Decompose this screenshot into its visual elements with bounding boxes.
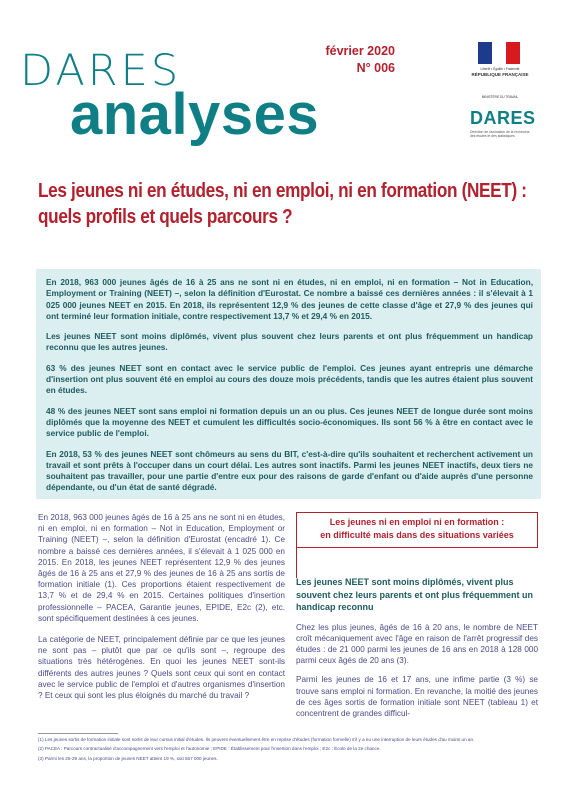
issue-date: février 2020 [325, 44, 395, 58]
dares-logo [470, 108, 540, 138]
body-paragraph: La catégorie de NEET, principalement définie par ce que les jeunes ne sont pas – plutôt que par ce qu'ils sont –, regroupe des situations très hétérogènes. En quoi les jeunes NEET sont-ils différents des autres jeunes ? Quels sont ceux qui sont en contact avec le service public de l'emploi et d'autres organismes d'insertion ? Et ceux qui sont les plus éloignés du marché du travail ? [38, 635, 285, 701]
summary-paragraph: En 2018, 53 % des jeunes NEET sont chômeurs au sens du BIT, c'est-à-dire qu'ils souhaitent et recherchent activement un travail et sont prêts à l'occuper dans un court délai. Les autres sont inactifs. Parmi les jeunes NEET inactifs, deux tiers ne souhaitent pas travailler, pour une partie d'entre eux pour des raisons de garde d'enfant ou d'aide auprès d'une personne dépendante, ou d'un état de santé dégradé. [46, 448, 533, 493]
issue-number: N° 006 [356, 61, 395, 75]
subsection-heading: Les jeunes NEET sont moins diplômés, vivent plus souvent chez leurs parents et ont plus fréquemment un handicap reconnu [296, 577, 534, 612]
footnote: (1) Les jeunes sortis de formation initiale sont sortis de leur cursus initial d'études. Ils peuvent éventuellement être en reprise d'études (formation formelle) s'il y a eu une interruption de leurs études d'au moins un an. [38, 737, 475, 742]
dares-logo-word: DARES [470, 108, 536, 128]
brand-analyses: analyses [70, 82, 320, 147]
section-heading-line2: en difficulté mais dans des situations variées [320, 530, 514, 540]
left-column [38, 512, 285, 711]
summary-paragraph: 48 % des jeunes NEET sont sans emploi ni formation depuis un an ou plus. Ces jeunes NEET de longue durée sont moins diplômés que la moyenne des NEET et cumulent les difficultés socio-économiques. Ils sont 56 % à être en contact avec le service public de l'emploi. [46, 405, 533, 439]
article-title: Les jeunes ni en études, ni en emploi, ni en formation (NEET) : quels profils et quels parcours ? [38, 180, 527, 228]
body-paragraph: Parmi les jeunes de 16 et 17 ans, une infime partie (3 %) se trouve sans emploi ni formation. En revanche, la moitié des jeunes de ces âges sortis de formation initiale sont NEET (tableau 1) et concentrent de grandes difficul- [296, 675, 538, 718]
section-heading-line1: Les jeunes ni en emploi ni en formation : [329, 517, 505, 527]
summary-paragraph: En 2018, 963 000 jeunes âgés de 16 à 25 ans ne sont ni en études, ni en emploi, ni en formation – Not in Education, Employment or Training (NEET) –, selon la définition d'Eurostat. Ce nombre a baissé ces dernières années : il s'élevait à 1 025 000 jeunes NEET en 2015. En 2018, ils représentent 12,9 % des jeunes de cette classe d'âge et 27,9 % des jeunes qui ont terminé leur formation initiale, contre respectivement 13,7 % et 29,4 % en 2015. [46, 277, 533, 321]
brand-dares: DARES [20, 46, 182, 96]
footnote-rule [38, 733, 118, 734]
flag-blue-stripe [478, 42, 492, 64]
dares-logo-subtitle: Direction de l'animation de la recherche, des études et des statistiques [470, 130, 531, 139]
french-flag-icon [478, 42, 520, 64]
body-paragraph: En 2018, 963 000 jeunes âgés de 16 à 25 ans ne sont ni en études, ni en emploi, ni en formation – Not in Education, Employment or Training (NEET) –, selon la définition d'Eurostat (encadré 1). Ce nombre a baissé ces dernières années, il s'élevait à 1 025 000 en 2015. En 2018, les jeunes NEET représentent 12,9 % des jeunes âgés de 16 à 25 ans et 27,9 % des jeunes de 16 à 25 ans sortis de formation initiale (1). Ces proportions étaient respectivement de 13,7 % et de 29,4 % en 2015. Certaines politiques d'insertion professionnelle – PACEA, Garantie jeunes, EPIDE, E2c (2), etc. sont spécifiquement destinées à ces jeunes. [38, 513, 285, 623]
section-heading-box [296, 512, 538, 548]
summary-box [36, 269, 541, 499]
flag-white-stripe [492, 42, 506, 64]
rf-ministry: MINISTÈRE DU TRAVAIL [481, 95, 519, 99]
rf-motto: Liberté • Égalité • Fraternité [480, 67, 520, 71]
section-divider [296, 548, 538, 578]
body-paragraph: Chez les plus jeunes, âgés de 16 à 20 ans, le nombre de NEET croît mécaniquement avec l'âge en raison de l'arrêt progressif des études : de 21 000 parmi les jeunes de 16 ans en 2018 à 128 000 parmi ceux âgés de 20 ans (3). [296, 622, 538, 666]
summary-paragraph: Les jeunes NEET sont moins diplômés, vivent plus souvent chez leurs parents et ont plus fréquemment un handicap reconnu que les autres jeunes. [46, 331, 533, 353]
summary-paragraph: 63 % des jeunes NEET sont en contact avec le service public de l'emploi. Ces jeunes ayant entrepris une démarche d'insertion ont plus souvent été en emploi au cours des douze mois précédents, tandis que les autres étaient plus souvent en études. [46, 362, 533, 396]
footnote: (2) PACEA : Parcours contractualisé d'accompagnement vers l'emploi et l'autonomie ; EPIDE : Établissement pour l'insertion dans l'emploi ; E2c : École de la 2e chance. [38, 746, 381, 752]
right-column [296, 512, 538, 719]
flag-red-stripe [506, 42, 520, 64]
rf-name: RÉPUBLIQUE FRANÇAISE [471, 72, 529, 77]
footnotes [38, 737, 538, 765]
footnote: (3) Parmi les 26-29 ans, la proportion de jeunes NEET atteint 19 %, soit 567 000 jeunes. [38, 755, 218, 761]
